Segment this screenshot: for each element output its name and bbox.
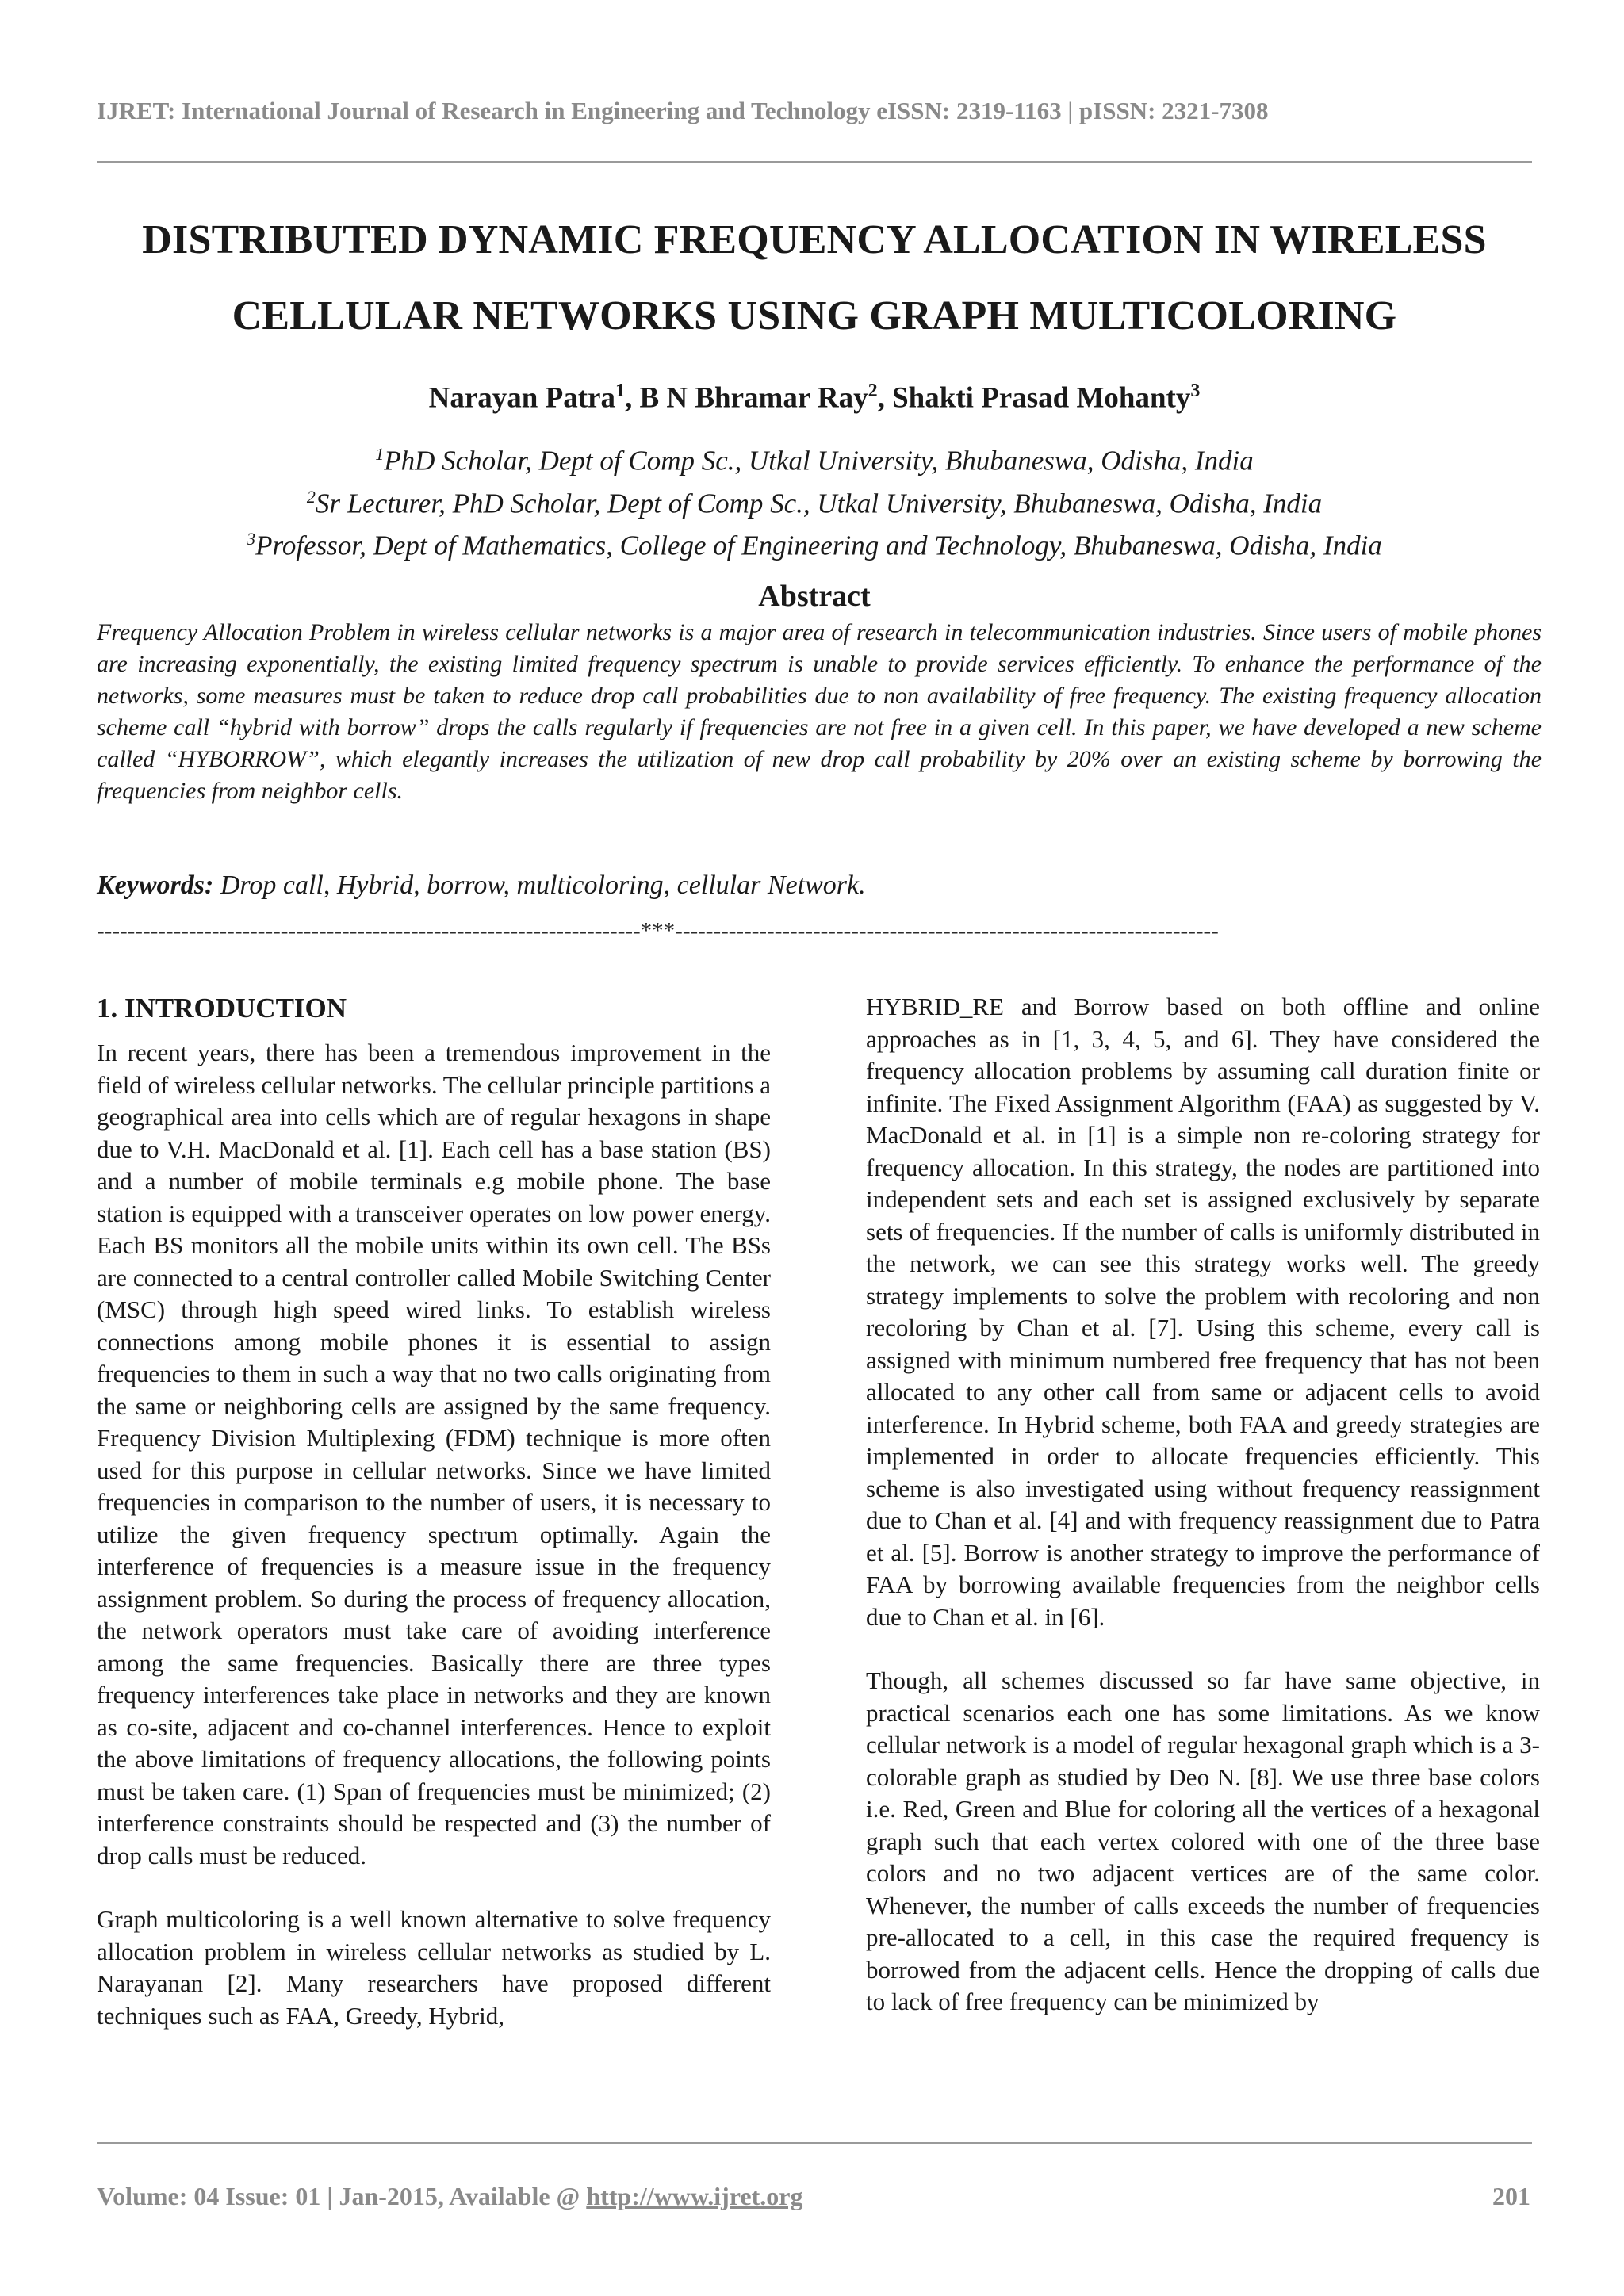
section-heading-introduction: 1. INTRODUCTION (97, 993, 347, 1024)
abstract-text: Frequency Allocation Problem in wireless cellular networks is a major area of research in telecommunication industries. Since users of mobile phones are increasing exponentially, the existing limited frequency spectrum is unable to provide services efficiently. To enhance the performance of the networks, some measures must be taken to reduce drop call probabilities due to non availability of free frequency. The existing frequency allocation scheme call “hybrid with borrow” drops the calls regularly if frequencies are not free in a given cell. In this paper, we have developed a new scheme called “HYBORROW”, which elegantly increases the utilization of new drop call probability by 20% over an existing scheme by borrowing the frequencies from neighbor cells. (97, 619, 1542, 804)
affiliation-text: Sr Lecturer, PhD Scholar, Dept of Comp Sc., Utkal University, Bhubaneswa, Odisha, India (315, 488, 1323, 519)
paragraph: In recent years, there has been a tremendous improvement in the field of wireless cellular networks. The cellular principle partitions a geographical area into cells which are of regular hexagons in shape due to V.H. MacDonald et al. [1]. Each cell has a base station (BS) and a number of mobile terminals e.g mobile phone. The base station is equipped with a transceiver operates on low power energy. Each BS monitors all the mobile units within its own cell. The BSs are connected to a central controller called Mobile Switching Center (MSC) through high speed wired links. To establish wireless connections among mobile phones it is essential to assign frequencies to them in such a way that no two calls originating from the same or neighboring cells are assigned by the same frequency. Frequency Division Multiplexing (FDM) technique is more often used for this purpose in cellular networks. Since we have limited frequencies in comparison to the number of users, it is necessary to utilize the given frequency spectrum optimally. Again the interference of frequencies is a measure issue in the frequency assignment problem. So during the process of frequency allocation, the network operators must take care of avoiding interference among the same frequencies. Basically there are three types frequency interferences take place in networks and they are known as co-site, adjacent and co-channel interferences. Hence to exploit the above limitations of frequency allocations, the following points must be taken care. (1) Span of frequencies must be minimized; (2) interference constraints should be respected and (3) the number of drop calls must be reduced. (97, 1039, 771, 1869)
author-name: Shakti Prasad Mohanty (892, 381, 1191, 415)
title-line-2: CELLULAR NETWORKS USING GRAPH MULTICOLORING (232, 293, 1397, 339)
affiliation-text: PhD Scholar, Dept of Comp Sc., Utkal University, Bhubaneswa, Odisha, India (384, 445, 1254, 476)
author-sep: , (624, 381, 640, 415)
right-column (866, 991, 1540, 2050)
header-rule (97, 161, 1532, 163)
paragraph: Graph multicoloring is a well known alternative to solve frequency allocation problem in wireless cellular networks as studied by L. Narayanan [2]. Many researchers have proposed different techniques such as FAA, Greedy, Hybrid, (97, 1905, 771, 2030)
keywords (97, 871, 1542, 901)
abstract-heading: Abstract (758, 580, 871, 613)
keywords-text: Drop call, Hybrid, borrow, multicoloring, cellular Network. (213, 871, 866, 900)
keywords-label: Keywords: (97, 871, 214, 900)
paper-title (97, 202, 1532, 354)
affiliation-line (97, 436, 1532, 479)
page-number: 201 (1492, 2182, 1530, 2210)
paragraph: HYBRID_RE and Borrow based on both offline and online approaches as in [1, 3, 4, 5, and 6]. They have considered the frequency allocation problems by assuming call duration finite or infinite. The Fixed Assignment Algorithm (FAA) as suggested by V. MacDonald et al. in [1] is a simple non re-coloring strategy for frequency allocation. In this strategy, the nodes are partitioned into independent sets and each set is assigned exclusively by separate sets of frequencies. If the number of calls is uniformly distributed in the network, we can see this strategy works well. The greedy strategy implements to solve the problem with recoloring and non recoloring by Chan et al. [7]. Using this scheme, every call is assigned with minimum numbered free frequency that has not been allocated to any other call from same or adjacent cells to avoid interference. In Hybrid scheme, both FAA and greedy strategies are implemented in order to allocate frequencies efficiently. This scheme is also investigated using without frequency reassignment due to Chan et al. [4] and with frequency reassignment due to Patra et al. [5]. Borrow is another strategy to improve the performance of FAA by borrowing available frequencies from the neighbor cells due to Chan et al. in [6]. (866, 993, 1540, 1631)
affiliation-line (97, 521, 1532, 564)
section-separator: -----------------------------------------------------------------------***----------------------------------------------------------------------- (97, 918, 1219, 943)
journal-header: IJRET: International Journal of Research in Engineering and Technology eISSN: 2319-1163 | pISSN: 2321-7308 (97, 97, 1269, 124)
author-sup: 1 (615, 381, 625, 401)
affiliations (97, 436, 1532, 564)
author-sup: 3 (1190, 381, 1201, 401)
footer-rule (97, 2142, 1532, 2144)
affiliation-line (97, 479, 1532, 522)
affiliation-text: Professor, Dept of Mathematics, College of Engineering and Technology, Bhubaneswa, Odisha, India (255, 530, 1382, 561)
paragraph: Though, all schemes discussed so far have same objective, in practical scenarios each one has some limitations. As we know cellular network is a model of regular hexagonal graph which is a 3-colorable graph as studied by Deo N. [8]. We use three base colors i.e. Red, Green and Blue for coloring all the vertices of a hexagonal graph such that each vertex colored with one of the three base colors and no two adjacent vertices are of the same color. Whenever, the number of calls exceeds the number of frequencies pre-allocated to a cell, in this case the required frequency is borrowed from the adjacent cells. Hence the dropping of calls due to lack of free frequency can be minimized by (866, 1667, 1540, 2015)
author-list (97, 381, 1532, 415)
left-column (97, 991, 771, 2064)
author-sup: 2 (868, 381, 878, 401)
affiliation-sup: 3 (247, 529, 256, 549)
footer-volume (97, 2182, 802, 2211)
title-line-1: DISTRIBUTED DYNAMIC FREQUENCY ALLOCATION IN WIRELESS (142, 217, 1487, 262)
footer-url-link[interactable]: http://www.ijret.org (586, 2182, 803, 2210)
affiliation-sup: 2 (306, 486, 316, 507)
affiliation-sup: 1 (375, 444, 385, 464)
author-name: Narayan Patra (428, 381, 615, 415)
footer-volume-text: Volume: 04 Issue: 01 | Jan-2015, Available @ (97, 2182, 587, 2210)
author-sep: , (877, 381, 893, 415)
author-name: B N Bhramar Ray (639, 381, 868, 415)
